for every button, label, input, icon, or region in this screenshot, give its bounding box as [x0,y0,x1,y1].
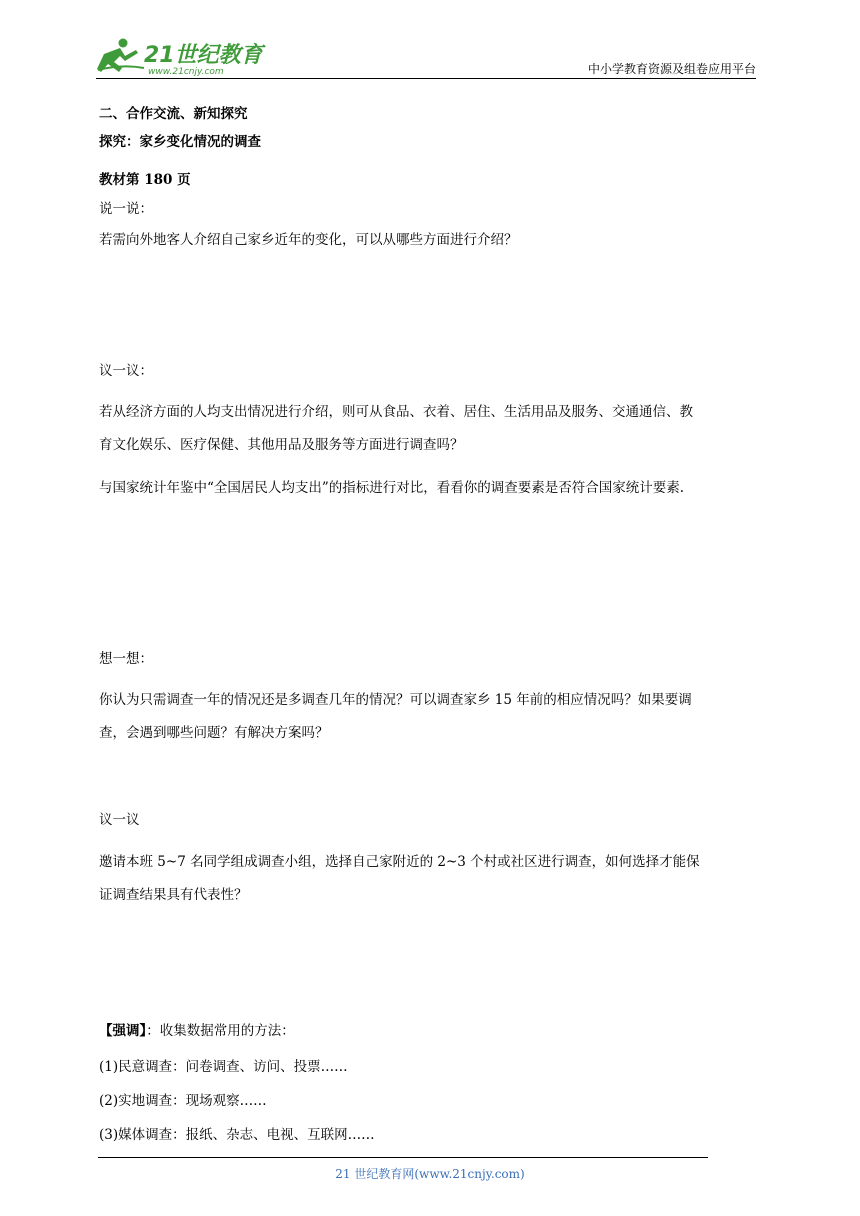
discuss1-line3: 与国家统计年鉴中“全国居民人均支出”的指标进行对比，看看你的调查要素是否符合国家统计要素. [99,480,685,496]
discuss2-line1: 邀请本班 5~7 名同学组成调查小组，选择自己家附近的 2~3 个村或社区进行调查，如何选择才能保 [99,854,700,870]
logo-text: 21世纪教育 [144,43,263,68]
discuss2-line2: 证调查结果具有代表性？ [99,887,248,903]
header-divider [96,78,756,79]
discuss1-line1: 若从经济方面的人均支出情况进行介绍，则可从食品、衣着、居住、生活用品及服务、交通通信、教 [99,404,693,420]
emphasis-label: 【强调】 [99,1023,147,1039]
section-title: 二、合作交流、新知探究 [99,106,248,122]
runner-logo-icon [92,34,272,78]
platform-title: 中小学教育资源及组卷应用平台 [587,62,756,76]
think-line2: 查，会遇到哪些问题？有解决方案吗？ [99,725,329,741]
think-label: 想一想： [99,651,153,667]
method-3: (3)媒体调查：报纸、杂志、电视、互联网…… [99,1127,375,1143]
footer-site-link[interactable]: 21 世纪教育网(www.21cnjy.com) [335,1167,525,1181]
think-line1: 你认为只需调查一年的情况还是多调查几年的情况？可以调查家乡 15 年前的相应情况吗？如果要调 [99,692,692,708]
discuss1-label: 议一议： [99,363,153,379]
site-logo [92,34,272,78]
discuss2-label: 议一议 [99,812,140,828]
textbook-page: 教材第 180 页 [99,172,191,188]
method-1: (1)民意调查：问卷调查、访问、投票…… [99,1059,348,1075]
explore-title: 探究：家乡变化情况的调查 [99,134,261,150]
discuss1-line2: 育文化娱乐、医疗保健、其他用品及服务等方面进行调查吗？ [99,437,464,453]
emphasis-text: ：收集数据常用的方法： [146,1023,295,1039]
method-2: (2)实地调查：现场观察…… [99,1093,267,1109]
say-question: 若需向外地客人介绍自己家乡近年的变化，可以从哪些方面进行介绍？ [99,232,518,248]
footer-divider [98,1157,708,1158]
logo-url: www.21cnjy.com [148,67,224,77]
emphasis-line [99,1022,295,1040]
say-label: 说一说： [99,201,153,217]
